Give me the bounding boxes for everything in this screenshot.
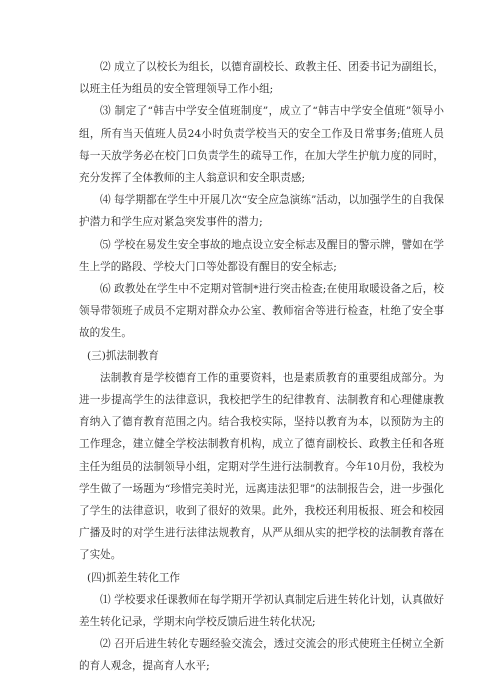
- paragraph-warning-signs: ⑸ 学校在易发生安全事故的地点设立安全标志及醒目的警示牌，譬如在学生上学的路段、学校大门口等处都设有醒目的安全标志;: [79, 238, 444, 273]
- paragraph-transformation-plan: ⑴ 学校要求任课教师在每学期开学初认真制定后进生转化计划，认真做好差生转化记录，学期末向学校反馈后进生转化状况;: [79, 593, 444, 629]
- paragraph-experience-exchange: ⑵ 召开后进生转化专题经验交流会，透过交流会的形式使班主任树立全新的育人观念，提高育人水平;: [79, 638, 444, 673]
- paragraph-legal-education: 法制教育是学校德育工作的重要资料，也是素质教育的重要组成部分。为进一步提高学生的法律意识，我校把学生的纪律教育、法制教育和心理健康教育纳入了德育教育范围之内。结合我校实际，坚持以教育为本，以预防为主的工作理念，建立健全学校法制教育机构，成立了德育副校长、政教主任和各班主任为组员的法制领导小组，定期对学生进行法制教育。今年10月份，我校为学生做了一场题为“珍惜完美时光，远离违法犯罪”的法制报告会，进一步强化了学生的法律意识，收到了很好的效果。此外，我校还利用板报、班会和校园广播及时的对学生进行法律法规教育，从严从细从实的把学校的法制教育落在了实处。: [79, 371, 444, 562]
- paragraph-duty-system: ⑶ 制定了“韩吉中学安全值班制度”，成立了“韩吉中学安全值班”领导小组，所有当天值班人员24小时负责学校当天的安全工作及日常事务;值班人员每一天放学务必在校门口负责学生的疏导工作，在加大学生护航力度的同时，充分发挥了全体教师的主人翁意识和安全职责感;: [79, 105, 444, 185]
- paragraph-leadership-group: ⑵ 成立了以校长为组长，以德育副校长、政教主任、团委书记为副组长，以班主任为组员的安全管理领导工作小组;: [79, 61, 444, 96]
- section-heading-student-transformation: (四)抓差生转化工作: [87, 571, 181, 584]
- paragraph-inspections: ⑹ 政教处在学生中不定期对管制*进行突击检查;在使用取暖设备之后，校领导带领班子成员不定期对群众办公室、教师宿舍等进行检查，杜绝了安全事故的发生。: [79, 283, 444, 340]
- paragraph-emergency-drill: ⑷ 每学期都在学生中开展几次“安全应急演练”活动，以加强学生的自我保护潜力和学生应对紧急突发事件的潜力;: [79, 194, 444, 229]
- section-heading-legal-education: (三)抓法制教育: [87, 349, 159, 362]
